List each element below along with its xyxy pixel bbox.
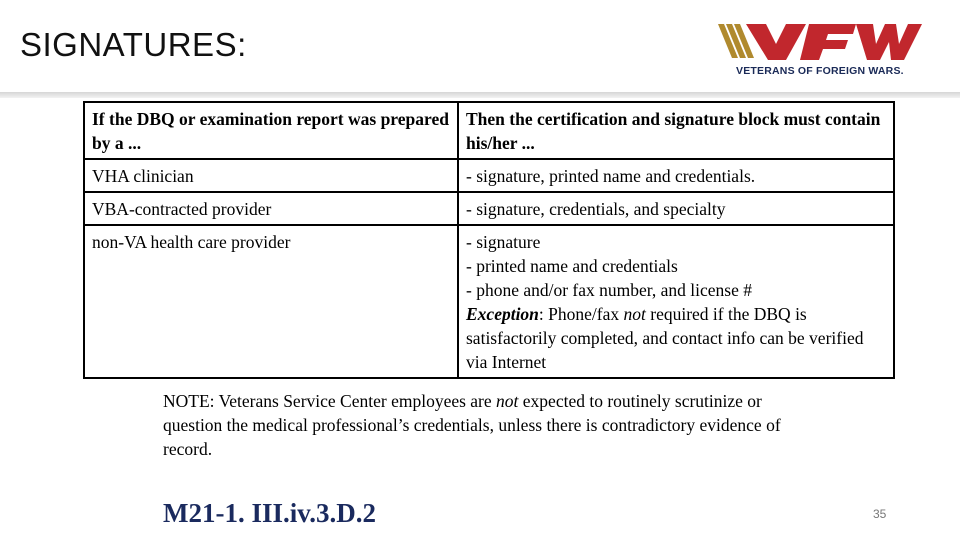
requirement-line: - signature [466,232,541,252]
note-text-pre: NOTE: Veterans Service Center employees are [163,391,497,411]
header-divider [0,92,960,98]
provider-cell: VHA clinician [84,159,458,192]
exception-text-pre: : Phone/fax [538,304,624,324]
provider-cell: non-VA health care provider [84,225,458,378]
header-provider: If the DBQ or examination report was prepared by a ... [84,102,458,159]
requirement-cell: - signature, credentials, and specialty [458,192,894,225]
slide-title: SIGNATURES: [20,26,247,63]
requirement-cell [458,225,894,378]
exception-text-post: required if the DBQ is satisfactorily completed, and contact info can be verified via Internet [466,304,864,372]
signature-requirements-table [83,101,895,379]
exception-emphasis: not [623,304,646,324]
table-row [84,159,894,192]
page-number: 35 [873,507,887,521]
table-header-row [84,102,894,159]
table-row [84,225,894,378]
vfw-logo-subtitle: VETERANS OF FOREIGN WARS. [736,65,904,77]
exception-note [466,304,863,372]
table-row [84,192,894,225]
manual-reference: M21-1. III.iv.3.D.2 [163,498,377,528]
exception-label: Exception [466,304,539,324]
provider-cell: VBA-contracted provider [84,192,458,225]
vfw-logo-stripes [718,24,754,58]
note-emphasis: not [496,391,519,411]
requirement-cell: - signature, printed name and credentials. [458,159,894,192]
requirement-line: - printed name and credentials [466,256,678,276]
note-text-post: expected to routinely scrutinize or question the medical professional’s credentials, unless there is contradictory evidence of record. [163,391,781,459]
note-paragraph [163,389,803,461]
header-requirement: Then the certification and signature block must contain his/her ... [458,102,894,159]
requirement-line: - phone and/or fax number, and license # [466,280,753,300]
vfw-logo-letters [746,24,922,60]
